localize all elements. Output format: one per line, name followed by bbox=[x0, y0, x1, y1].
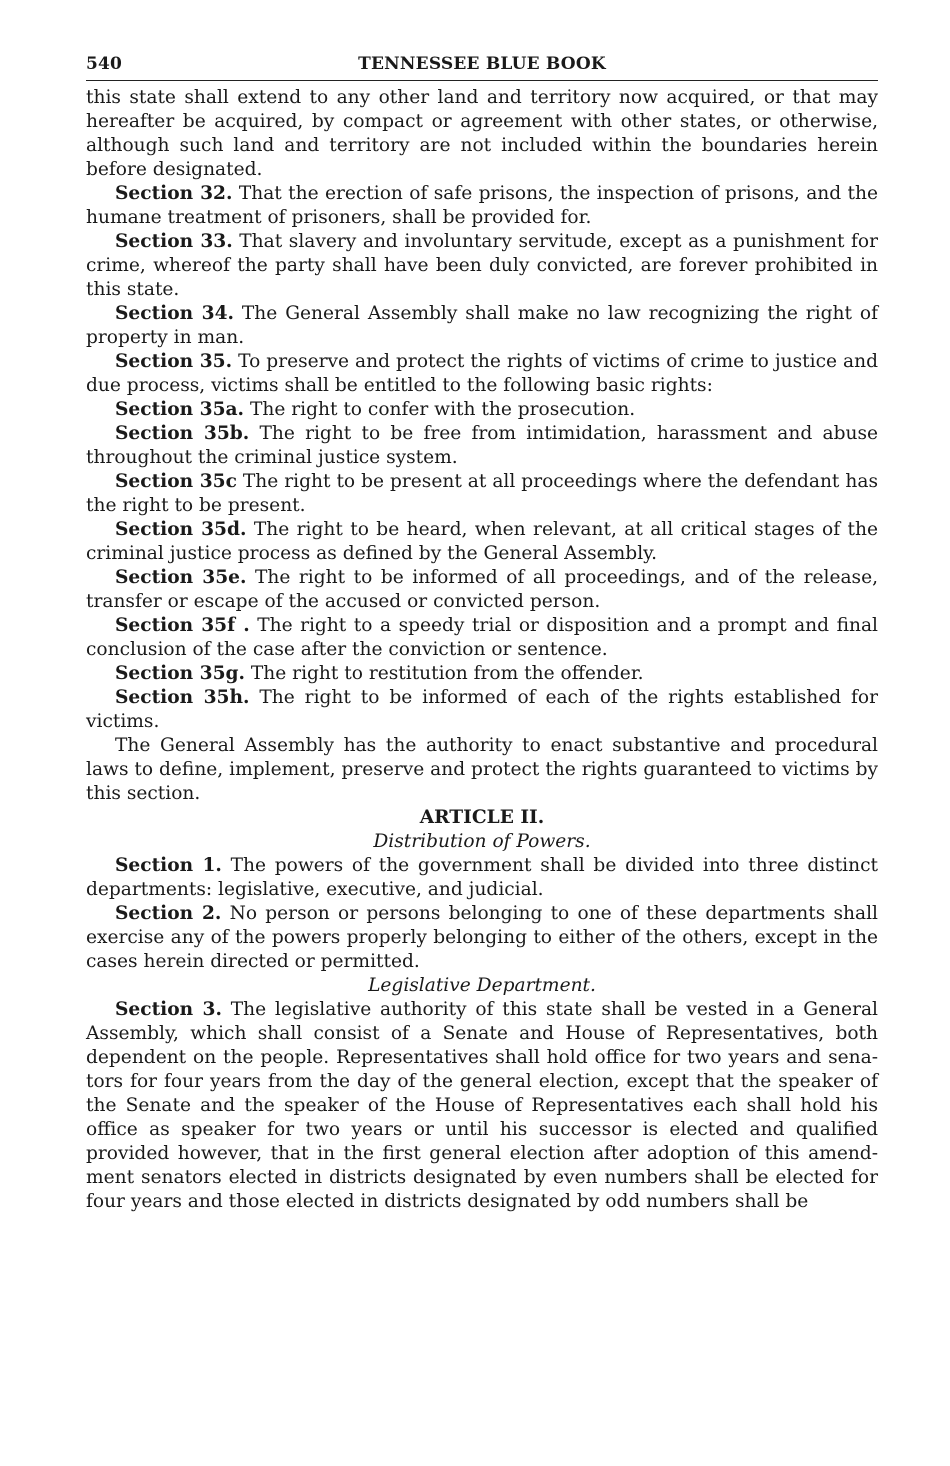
section-32: Section 32. That the erection of safe prisons, the inspection of prisons, and the humane treatment of prisoners, shall be provided for. bbox=[86, 183, 878, 228]
section-label: Section 35h. bbox=[115, 687, 250, 708]
general-assembly-authority: The General Assembly has the authority to enact substantive and procedural laws to define, implement, preserve and protect the rights guaranteed to victims by this section. bbox=[86, 735, 878, 804]
section-35b: Section 35b. The right to be free from intimidation, harassment and abuse throughout the criminal justice system. bbox=[86, 423, 878, 468]
article-section-2: Section 2. No person or persons belonging to one of these departments shall exercise any of the powers properly belonging to either of the others, except in the cases herein directed or permitted. bbox=[86, 903, 878, 972]
paragraph-continuation: this state shall extend to any other land and territory now acquired, or that may hereafter be acquired, by compact or agreement with other states, or otherwise, although such land and territory are not included within the boundaries herein before designated. bbox=[86, 87, 878, 180]
section-35h: Section 35h. The right to be informed of each of the rights established for victims. bbox=[86, 687, 878, 732]
section-35d: Section 35d. The right to be heard, when relevant, at all critical stages of the criminal justice process as defined by the General Assembly. bbox=[86, 519, 878, 564]
section-label: Section 35e. bbox=[115, 567, 247, 588]
section-label: Section 2. bbox=[115, 903, 222, 924]
book-title: TENNESSEE BLUE BOOK bbox=[358, 54, 606, 74]
legislative-subheading: Legislative Department. bbox=[368, 975, 596, 996]
body-text bbox=[86, 86, 878, 1214]
article-section-1: Section 1. The powers of the government shall be divided into three distinct departments: legislative, executive, and judicial. bbox=[86, 855, 878, 900]
section-35f: Section 35f . The right to a speedy trial or disposition and a prompt and final conclusion of the case after the conviction or sentence. bbox=[86, 615, 878, 660]
article-subtitle: Distribution of Powers. bbox=[373, 831, 591, 852]
page-number: 540 bbox=[86, 54, 123, 74]
section-label: Section 34. bbox=[115, 303, 234, 324]
article-section-3: Section 3. The legislative authority of this state shall be vested in a General Assembly, which shall consist of a Senate and House of Representatives, both dependent on the people. Representatives shall hold office for two years and sena-tors for four years from the day of the general election, except that the speaker of the Senate and the speaker of the House of Representatives each shall hold his office as speaker for two years or until his successor is elected and qualified provided however, that in the first general election after adoption of this amend-ment senators elected in districts designated by even numbers shall be elected for four years and those elected in districts designated by odd numbers shall be bbox=[86, 999, 878, 1212]
section-label: Section 1. bbox=[115, 855, 222, 876]
section-label: Section 35a. bbox=[115, 399, 245, 420]
article-heading: ARTICLE II. bbox=[419, 807, 545, 828]
section-label: Section 35b. bbox=[115, 423, 250, 444]
section-35g: Section 35g. The right to restitution from the offender. bbox=[115, 663, 644, 684]
section-35c: Section 35c The right to be present at all proceedings where the defendant has the right to be present. bbox=[86, 471, 878, 516]
section-35: Section 35. To preserve and protect the rights of victims of crime to justice and due process, victims shall be entitled to the following basic rights: bbox=[86, 351, 878, 396]
section-35e: Section 35e. The right to be informed of all proceedings, and of the release, transfer or escape of the accused or convicted person. bbox=[86, 567, 878, 612]
section-label: Section 32. bbox=[115, 183, 233, 204]
section-33: Section 33. That slavery and involuntary servitude, except as a punishment for crime, whereof the party shall have been duly convicted, are forever prohibited in this state. bbox=[86, 231, 878, 300]
section-label: Section 35g. bbox=[115, 663, 245, 684]
running-header bbox=[86, 50, 878, 81]
section-35a: Section 35a. The right to confer with the prosecution. bbox=[115, 399, 636, 420]
section-label: Section 35. bbox=[115, 351, 233, 372]
section-34: Section 34. The General Assembly shall make no law recognizing the right of property in man. bbox=[86, 303, 878, 348]
section-label: Section 35c bbox=[115, 471, 237, 492]
document-page bbox=[86, 50, 878, 1214]
section-label: Section 3. bbox=[115, 999, 222, 1020]
section-label: Section 35d. bbox=[115, 519, 247, 540]
section-label: Section 35f . bbox=[115, 615, 250, 636]
section-label: Section 33. bbox=[115, 231, 233, 252]
